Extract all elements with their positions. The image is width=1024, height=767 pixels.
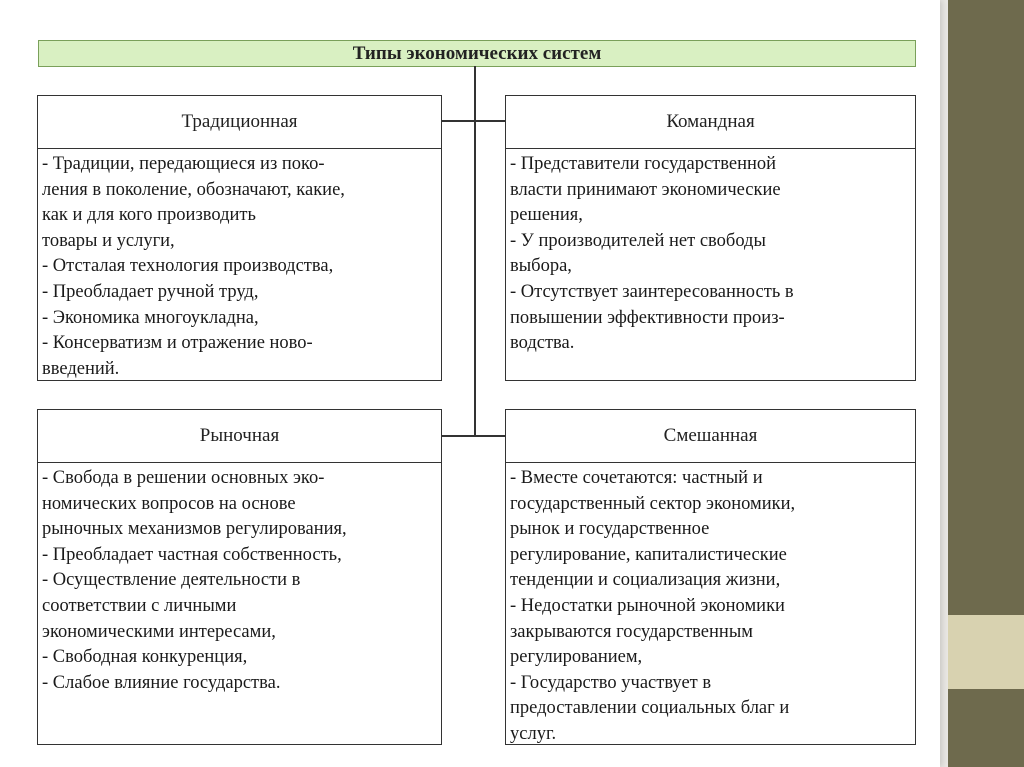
box-body (506, 463, 915, 748)
bullet-line: - Государство участвует в (510, 672, 712, 693)
bullet-line: - Представители государственной (510, 154, 777, 174)
connector-top (441, 120, 505, 122)
bullet-line: соответствии с личными (42, 595, 237, 616)
bullet-line: предоставлении социальных благ и (510, 698, 790, 719)
bullet-line: повышении эффективности произ- (510, 307, 785, 328)
bullet-line: как и для кого производить (42, 205, 256, 226)
bullet-line: номических вопросов на основе (42, 493, 296, 514)
box-body (38, 149, 441, 382)
bullet-line: ления в поколение, обозначают, какие, (42, 179, 345, 200)
bullet-line: - Экономика многоукладна, (42, 307, 259, 328)
bullet-line: - Слабое влияние государства. (42, 672, 281, 693)
bullet-line: власти принимают экономические (510, 179, 781, 200)
box-traditional (37, 95, 442, 381)
box-heading: Смешанная (506, 410, 915, 463)
box-heading: Традиционная (38, 96, 441, 149)
bullet-line: водства. (510, 333, 575, 354)
box-body (38, 463, 441, 696)
bullet-line: - Свобода в решении основных эко- (42, 468, 325, 488)
box-heading: Командная (506, 96, 915, 149)
bullet-line: решения, (510, 205, 583, 226)
box-body (506, 149, 915, 357)
side-decor-band (948, 615, 1024, 689)
bullet-line: - Отсутствует заинтересованность в (510, 281, 794, 302)
bullet-line: регулирование, капиталистические (510, 544, 787, 565)
bullet-line: - Осуществление деятельности в (42, 570, 301, 591)
bullet-line: тенденции и социализация жизни, (510, 570, 781, 591)
bullet-line: услуг. (510, 723, 557, 744)
bullet-line: закрываются государственным (510, 621, 753, 642)
box-heading: Рыночная (38, 410, 441, 463)
box-command (505, 95, 916, 381)
bullet-line: введений. (42, 358, 120, 379)
diagram-title: Типы экономических систем (38, 40, 916, 67)
bullet-line: выбора, (510, 256, 572, 277)
bullet-line: - Преобладает частная собственность, (42, 544, 342, 565)
bullet-line: экономическими интересами, (42, 621, 276, 642)
bullet-line: - Отсталая технология производства, (42, 256, 334, 277)
bullet-line: - Традиции, передающиеся из поко- (42, 154, 325, 174)
bullet-line: рынок и государственное (510, 519, 710, 540)
box-market (37, 409, 442, 745)
box-mixed (505, 409, 916, 745)
bullet-line: государственный сектор экономики, (510, 493, 796, 514)
bullet-line: товары и услуги, (42, 230, 175, 251)
bullet-line: регулированием, (510, 647, 643, 668)
bullet-line: рыночных механизмов регулирования, (42, 519, 347, 540)
bullet-line: - У производителей нет свободы (510, 230, 766, 251)
bullet-line: - Преобладает ручной труд, (42, 281, 259, 302)
connector-trunk (474, 66, 476, 437)
bullet-line: - Свободная конкуренция, (42, 647, 248, 668)
connector-bottom (441, 435, 505, 437)
bullet-line: - Вместе сочетаются: частный и (510, 468, 763, 488)
bullet-line: - Консерватизм и отражение ново- (42, 333, 313, 354)
bullet-line: - Недостатки рыночной экономики (510, 595, 785, 616)
